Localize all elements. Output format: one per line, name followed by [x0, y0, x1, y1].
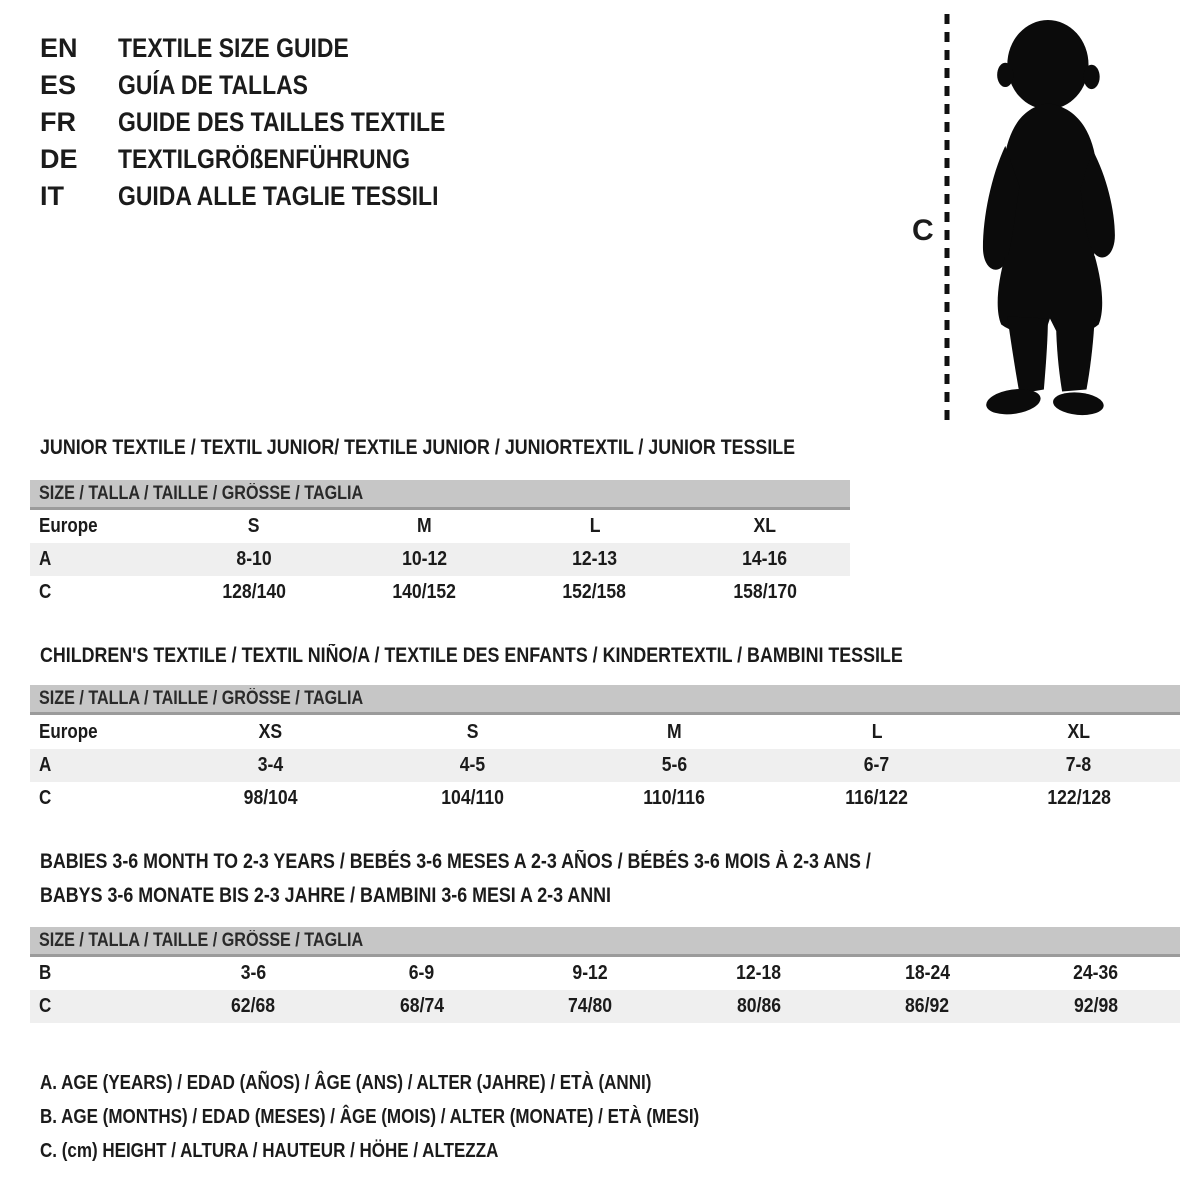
- row-label: C: [39, 581, 52, 603]
- table-row: [30, 957, 1180, 990]
- language-title: GUÍA DE TALLAS: [118, 70, 308, 100]
- row-label: A: [39, 754, 52, 776]
- row-label: A: [39, 548, 52, 570]
- table-cell: 74/80: [568, 995, 613, 1017]
- language-title: GUIDA ALLE TAGLIE TESSILI: [118, 181, 439, 211]
- header-cell: Europe: [39, 721, 98, 743]
- table-cell: 92/98: [1073, 995, 1118, 1017]
- footnote-height-cm: C. (cm) HEIGHT / ALTURA / HAUTEUR / HÖHE / ALTEZZA: [40, 1139, 499, 1162]
- table-cell: 152/158: [562, 581, 627, 603]
- footnote-age-months: B. AGE (MONTHS) / EDAD (MESES) / ÂGE (MOIS) / ALTER (MONATE) / ETÀ (MESI): [40, 1105, 700, 1128]
- header-cell: M: [417, 515, 432, 537]
- table-cell: 128/140: [222, 581, 286, 603]
- table-cell: 7-8: [1066, 754, 1092, 776]
- table-row: [30, 990, 1180, 1023]
- table-cell: 122/128: [1047, 787, 1111, 809]
- table-cell: 6-9: [409, 962, 435, 984]
- height-measure-label: C: [912, 214, 934, 247]
- language-code: IT: [40, 181, 64, 211]
- table-cell: 14-16: [742, 548, 788, 570]
- language-title: TEXTILE SIZE GUIDE: [118, 33, 349, 63]
- header-cell: M: [667, 721, 682, 743]
- row-label: B: [39, 962, 52, 984]
- table-cell: 8-10: [236, 548, 272, 570]
- table-header-row: [30, 510, 850, 543]
- table-cell: 86/92: [905, 995, 950, 1017]
- table-row: [30, 576, 850, 609]
- language-list: [40, 30, 503, 215]
- table-cell: 158/170: [733, 581, 797, 603]
- header-cell: S: [466, 721, 479, 743]
- header-cell: XS: [258, 721, 282, 743]
- junior-size-table: [30, 510, 850, 609]
- table-cell: 18-24: [904, 962, 950, 984]
- table-cell: 3-4: [257, 754, 283, 776]
- language-code: FR: [40, 107, 76, 137]
- table-cell: 116/122: [845, 787, 909, 809]
- language-code: ES: [40, 70, 77, 100]
- language-code: EN: [40, 33, 78, 63]
- table-row: [30, 749, 1180, 782]
- table-cell: 62/68: [231, 995, 276, 1017]
- baby-silhouette-icon: [968, 16, 1140, 422]
- children-size-table: [30, 716, 1180, 815]
- table-header-row: [30, 716, 1180, 749]
- table-cell: 12-18: [736, 962, 782, 984]
- language-row: [40, 67, 503, 104]
- table-cell: 4-5: [459, 754, 486, 776]
- footnote-age-years: A. AGE (YEARS) / EDAD (AÑOS) / ÂGE (ANS) / ALTER (JAHRE) / ETÀ (ANNI): [40, 1071, 652, 1094]
- table-cell: 98/104: [243, 787, 298, 809]
- table-cell: 24-36: [1073, 962, 1119, 984]
- table-cell: 80/86: [736, 995, 781, 1017]
- table-row: [30, 782, 1180, 815]
- language-title: TEXTILGRÖßENFÜHRUNG: [118, 144, 410, 174]
- language-row: [40, 104, 503, 141]
- header-cell: S: [248, 515, 260, 537]
- header-cell: XL: [1067, 721, 1091, 743]
- table-cell: 6-7: [863, 754, 890, 776]
- table-cell: 3-6: [240, 962, 266, 984]
- table-cell: 5-6: [661, 754, 688, 776]
- header-cell: L: [871, 721, 883, 743]
- footnotes: [40, 1066, 816, 1168]
- language-title: GUIDE DES TAILLES TEXTILE: [118, 107, 446, 137]
- table-cell: 12-13: [572, 548, 618, 570]
- table-cell: 9-12: [572, 962, 608, 984]
- table-cell: 110/116: [643, 787, 706, 809]
- table-cell: 140/152: [392, 581, 457, 603]
- language-code: DE: [40, 144, 78, 174]
- table-row: [30, 543, 850, 576]
- children-size-header-bar: SIZE / TALLA / TAILLE / GRÖSSE / TAGLIA: [30, 685, 1180, 715]
- junior-size-header-bar: SIZE / TALLA / TAILLE / GRÖSSE / TAGLIA: [30, 480, 850, 510]
- row-label: C: [39, 787, 52, 809]
- language-row: [40, 30, 503, 67]
- header-cell: Europe: [39, 515, 98, 537]
- table-cell: 10-12: [401, 548, 447, 570]
- babies-size-table: [30, 957, 1180, 1023]
- babies-section-heading: BABIES 3-6 MONTH TO 2-3 YEARS / BEBÉS 3-6 MESES A 2-3 AÑOS / BÉBÉS 3-6 MOIS À 2-3 ANS / BABYS 3-6 MONATE BIS 2-3 JAHRE / BAMBINI 3-6 MESI A 2-3 ANNI: [40, 850, 871, 907]
- junior-section-heading: JUNIOR TEXTILE / TEXTIL JUNIOR/ TEXTILE JUNIOR / JUNIORTEXTIL / JUNIOR TESSILE: [40, 436, 796, 459]
- language-row: [40, 141, 503, 178]
- header-cell: L: [589, 515, 601, 537]
- language-row: [40, 178, 503, 215]
- table-cell: 104/110: [440, 787, 504, 809]
- table-cell: 68/74: [399, 995, 444, 1017]
- vertical-dashed-line-icon: [943, 12, 951, 422]
- children-section-heading: CHILDREN'S TEXTILE / TEXTIL NIÑO/A / TEXTILE DES ENFANTS / KINDERTEXTIL / BAMBINI TESSILE: [40, 644, 903, 667]
- header-cell: XL: [753, 515, 777, 537]
- row-label: C: [39, 995, 52, 1017]
- babies-size-header-bar: SIZE / TALLA / TAILLE / GRÖSSE / TAGLIA: [30, 927, 1180, 957]
